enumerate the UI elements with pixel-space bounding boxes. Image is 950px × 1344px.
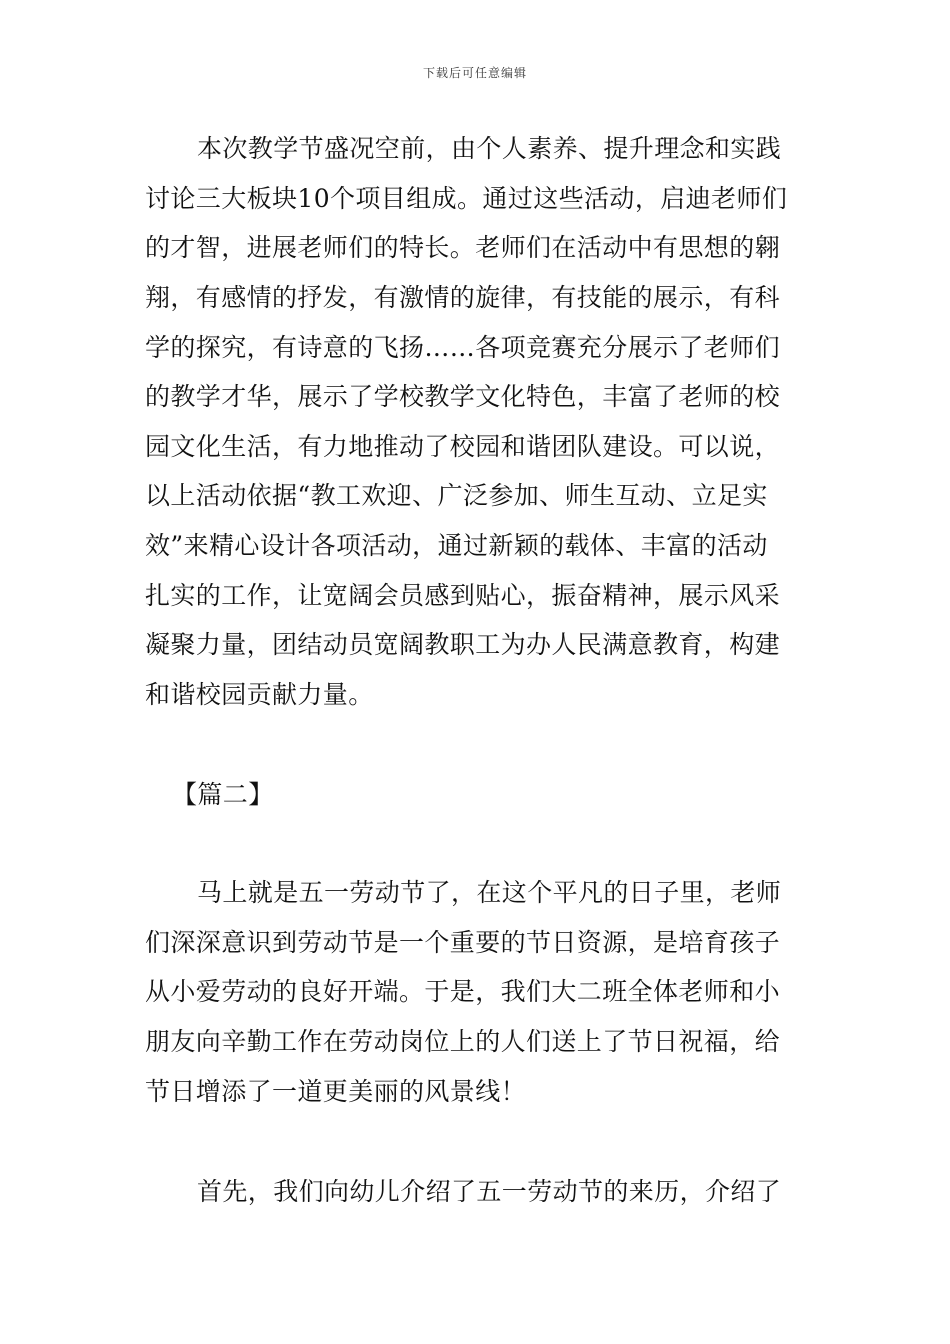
paragraph-1-line-11: 凝聚力量，团结动员宽阔教职工为办人民满意教育，构建	[145, 630, 781, 659]
paragraph-1-line-3: 的才智，进展老师们的特长。老师们在活动中有思想的翱	[145, 233, 781, 262]
paragraph-1-line-10: 扎实的工作，让宽阔会员感到贴心，振奋精神，展示风采	[145, 581, 781, 610]
page-header: 下载后可任意编辑	[422, 66, 527, 80]
paragraph-1-line-12: 和谐校园贡献力量。	[145, 680, 374, 709]
paragraph-2-line-4: 朋友向辛勤工作在劳动岗位上的人们送上了节日祝福，给	[145, 1027, 781, 1056]
paragraph-2-line-3: 从小爱劳动的良好开端。于是，我们大二班全体老师和小	[145, 977, 781, 1006]
paragraph-1-line-5: 学的探究，有诗意的飞扬……各项竞赛充分展示了老师们	[145, 333, 781, 362]
paragraph-1-line-1: 本次教学节盛况空前，由个人素养、提升理念和实践	[197, 134, 782, 163]
section-heading: 【篇二】	[172, 780, 274, 809]
paragraph-1-line-2: 讨论三大板块10个项目组成。通过这些活动，启迪老师们	[145, 184, 788, 213]
paragraph-2-line-5: 节日增添了一道更美丽的风景线！	[145, 1077, 527, 1106]
paragraph-3-line-1: 首先，我们向幼儿介绍了五一劳动节的来历，介绍了	[197, 1177, 782, 1206]
paragraph-1-line-8: 以上活动依据“教工欢迎、广泛参加、师生互动、立足实	[145, 481, 768, 510]
paragraph-2-line-1: 马上就是五一劳动节了，在这个平凡的日子里，老师	[197, 878, 782, 907]
paragraph-2-line-2: 们深深意识到劳动节是一个重要的节日资源，是培育孩子	[145, 928, 781, 957]
paragraph-1-line-4: 翔，有感情的抒发，有激情的旋律，有技能的展示，有科	[145, 283, 781, 312]
paragraph-1-line-7: 园文化生活，有力地推动了校园和谐团队建设。可以说，	[145, 432, 781, 461]
paragraph-1-line-6: 的教学才华，展示了学校教学文化特色，丰富了老师的校	[145, 382, 781, 411]
paragraph-1-line-9: 效”来精心设计各项活动，通过新颖的载体、丰富的活动	[145, 531, 768, 560]
